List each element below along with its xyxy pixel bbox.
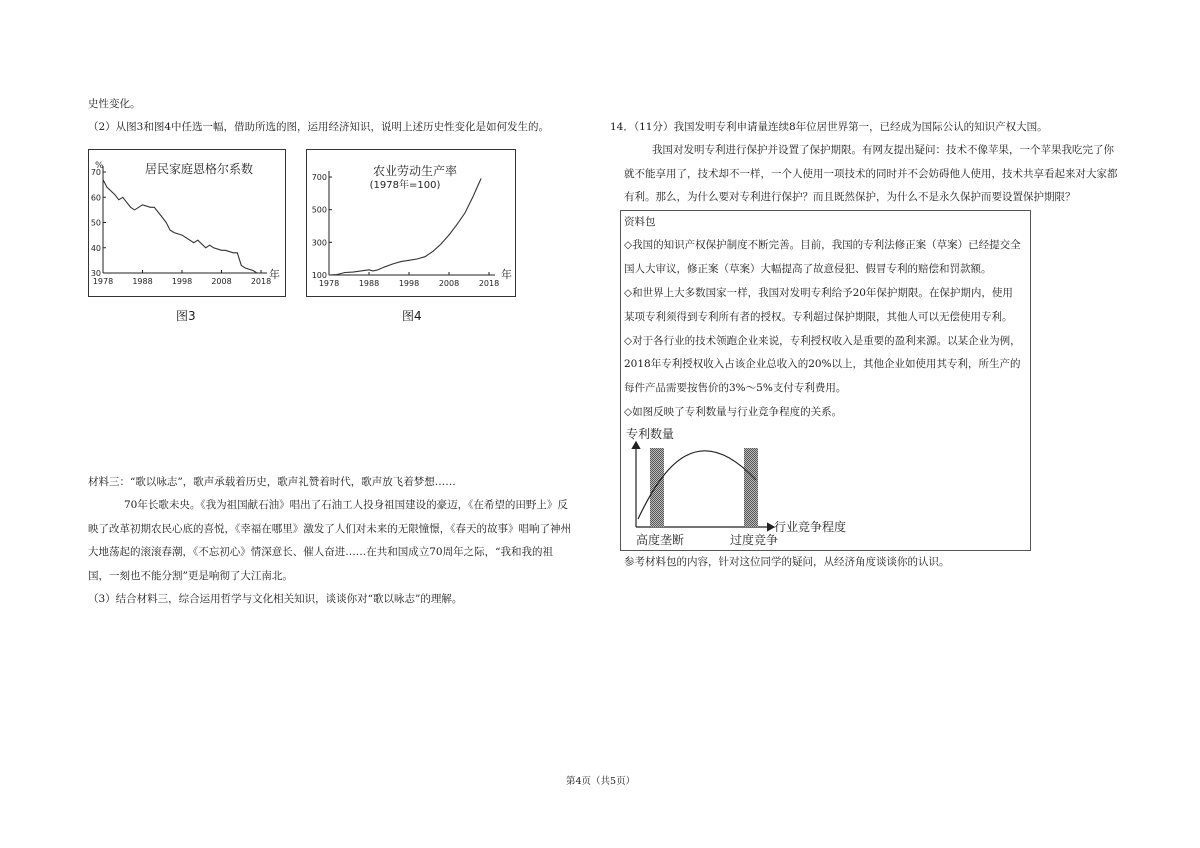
resource-package-line: 每件产品需要按售价的3%～5%支付专利费用。 (624, 382, 847, 394)
x-tick-label: 1988 (132, 277, 153, 286)
question-14-paragraph-line-1: 我国对发明专利进行保护并设置了保护期限。有网友提出疑问：技术不像苹果，一个苹果我吃完了你 (652, 144, 1114, 156)
data-point (237, 252, 238, 253)
y-tick-label: 70 (90, 168, 101, 177)
resource-package-line: 2018年专利授权收入占该企业总收入的20%以上，其他企业如使用其专利，所生产的 (624, 358, 1021, 370)
data-point (377, 270, 378, 271)
y-tick-label: 500 (311, 205, 327, 215)
y-tick-label: 300 (311, 238, 327, 248)
figure-4-caption: 图4 (402, 309, 422, 323)
x-tick-label: 1978 (318, 279, 340, 288)
resource-package-line: 国人大审议，修正案（草案）大幅提高了故意侵犯、假冒专利的赔偿和罚款额。 (624, 263, 992, 275)
resource-package-line: ◇对于各行业的技术领跑企业来说，专利授权收入是重要的盈利来源。以某企业为例， (624, 335, 1021, 347)
data-point (193, 242, 194, 243)
data-point (433, 251, 434, 252)
data-point (205, 247, 206, 248)
x-tick-label: 1988 (358, 279, 380, 288)
question-14-prompt: 参考材料包的内容，针对这位同学的疑问，从经济角度谈谈你的认识。 (624, 556, 950, 568)
data-point (345, 272, 346, 273)
x-tick-label: 1998 (171, 277, 193, 286)
data-point (130, 207, 131, 208)
chart-title: 居民家庭恩格尔系数 (145, 162, 254, 176)
data-point (481, 178, 482, 179)
page-footer: 第4页（共5页） (566, 776, 636, 787)
data-point (225, 250, 226, 251)
data-point (134, 209, 135, 210)
data-point (245, 268, 246, 269)
data-point (241, 265, 242, 266)
data-point (353, 272, 354, 273)
patent-competition-diagram (624, 424, 884, 549)
data-point (329, 275, 330, 276)
data-point (190, 240, 191, 241)
data-point (393, 263, 394, 264)
question-14-paragraph-line-2: 就不能享用了，技术却不一样，一个人使用一项技术的同时并不会妨碍他人使用，技术共享看起来对大家都 (624, 168, 1118, 180)
data-point (118, 199, 119, 200)
question-14-paragraph-line-3: 有利。那么，为什么要对专利进行保护？而且既然保护，为什么不是永久保护而要设置保护期限？ (624, 191, 1076, 203)
data-point (166, 222, 167, 223)
resource-package-line: ◇和世界上大多数国家一样，我国对发明专利给予20年保护期限。在保护期内，使用 (624, 287, 1013, 299)
resource-package-line: 某项专利须得到专利所有者的授权。专利超过保护期限，其他人可以无偿使用专利。 (624, 311, 1013, 323)
data-point (361, 271, 362, 272)
y-unit-label: % (95, 161, 104, 171)
data-point (373, 271, 374, 272)
x-tick-label: 2008 (438, 279, 460, 288)
data-point (417, 259, 418, 260)
question-2: （2）从图3和图4中任选一幅，借助所选的图，运用经济知识，说明上述历史性变化是如何发生的。 (88, 121, 550, 133)
y-tick-label: 60 (90, 193, 101, 203)
data-point (174, 232, 175, 233)
data-point (233, 252, 234, 253)
data-point (107, 187, 108, 188)
data-point (150, 207, 151, 208)
data-point (162, 217, 163, 218)
figure-3-caption: 图3 (176, 309, 196, 323)
data-point (257, 273, 258, 274)
data-point (441, 244, 442, 245)
data-point (114, 194, 115, 195)
data-point (473, 196, 474, 197)
data-point (213, 247, 214, 248)
data-point (337, 274, 338, 275)
data-point (122, 197, 123, 198)
data-point (457, 224, 458, 225)
data-point (182, 235, 183, 236)
data-point (209, 245, 210, 246)
material-3-paragraph-line-3: 大地荡起的滚滚春潮，《不忘初心》情深意长、催人奋进……在共和国成立70周年之际，“我和我的祖 (88, 546, 553, 558)
data-point (154, 207, 155, 208)
diagram-x-axis-label: 行业竞争程度 (774, 520, 847, 534)
figure-4-chart (306, 149, 516, 297)
data-point (197, 240, 198, 241)
material-3-paragraph-line-4: 国，一刻也不能分割”更是响彻了大江南北。 (88, 570, 293, 582)
y-tick-label: 700 (311, 173, 327, 182)
diagram-overcompetition-label: 过度竞争 (730, 533, 779, 547)
data-point (425, 256, 426, 257)
x-unit-label: 年 (501, 268, 512, 281)
figure-3-svg (89, 150, 287, 298)
x-tick-label: 2008 (211, 277, 232, 286)
diagram-monopoly-label: 高度垄断 (636, 533, 685, 547)
data-series-line (329, 179, 481, 275)
y-tick-label: 100 (311, 271, 327, 280)
x-unit-label: 年 (269, 268, 280, 281)
data-point (170, 230, 171, 231)
data-point (449, 235, 450, 236)
data-point (401, 261, 402, 262)
overcompetition-zone-band (744, 448, 758, 527)
data-point (142, 204, 143, 205)
x-tick-label: 1978 (92, 277, 114, 286)
data-series-line (103, 180, 257, 273)
chart-title: 农业劳动生产率 (372, 164, 458, 178)
text-line-history-change: 史性变化。 (88, 98, 141, 110)
y-tick-label: 50 (90, 218, 101, 228)
resource-package-line: ◇如图反映了专利数量与行业竞争程度的关系。 (624, 406, 843, 418)
material-3-paragraph-line-1: 70年长歌未央。《我为祖国献石油》唱出了石油工人投身祖国建设的豪迈，《在希望的田野上》反 (124, 499, 568, 511)
diagram-y-axis-label: 专利数量 (626, 427, 675, 441)
y-tick-label: 30 (90, 269, 101, 278)
data-point (385, 266, 386, 267)
figure-4-svg (307, 150, 517, 298)
x-tick-label: 1998 (398, 279, 420, 288)
question-14-title: 14．（11分）我国发明专利申请量连续8年位居世界第一，已经成为国际公认的知识产权大国。 (610, 121, 1048, 133)
material-3-paragraph-line-2: 映了改革初期农民心底的喜悦，《幸福在哪里》激发了人们对未来的无限憧憬，《春天的故事》唱响了神州 (88, 523, 571, 535)
data-point (103, 179, 104, 180)
data-point (253, 270, 254, 271)
monopoly-zone-band (650, 448, 664, 527)
material-3-intro: 材料三：“歌以咏志”，歌声承载着历史，歌声礼赞着时代，歌声放飞着梦想…… (88, 476, 456, 488)
data-point (186, 237, 187, 238)
y-tick-label: 40 (90, 243, 101, 253)
resource-package-title: 资料包 (624, 216, 656, 228)
data-point (369, 269, 370, 270)
x-tick-label: 2018 (478, 279, 500, 288)
x-tick-label: 2018 (250, 277, 272, 286)
figure-3-chart (88, 149, 286, 297)
data-point (465, 213, 466, 214)
data-point (221, 250, 222, 251)
data-point (409, 260, 410, 261)
resource-package-line: ◇我国的知识产权保护制度不断完善。目前，我国的专利法修正案（草案）已经提交全 (624, 239, 1021, 251)
chart-subtitle: (1978年=100) (369, 180, 441, 191)
question-3: （3）结合材料三，综合运用哲学与文化相关知识，谈谈你对“歌以咏志”的理解。 (88, 593, 463, 605)
